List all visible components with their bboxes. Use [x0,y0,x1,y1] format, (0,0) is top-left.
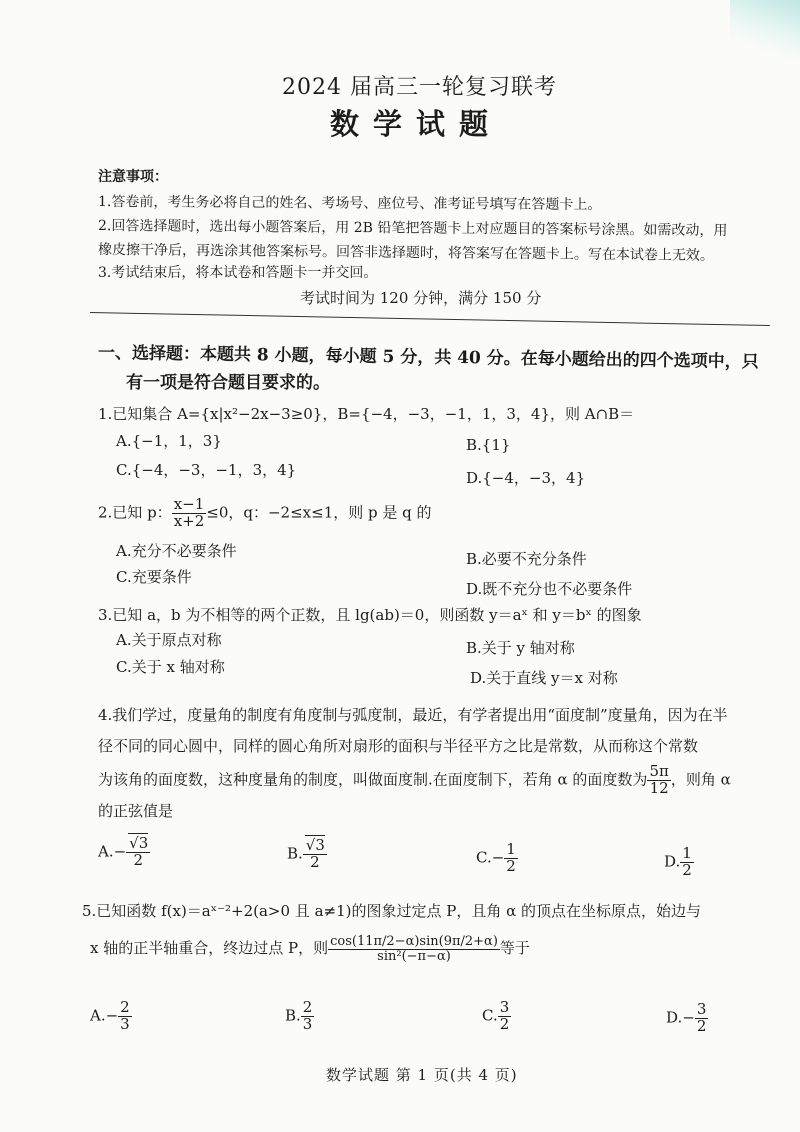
q4-line-3-suffix: ，则角 α [670,770,731,789]
q3-stem: 3.已知 a，b 为不相等的两个正数，且 lg(ab)＝0，则函数 y＝aˣ 和 y＝bˣ 的图象 [98,606,642,624]
q5-option-a-label: A.− [90,1006,119,1025]
q4-option-c [476,842,518,875]
q5-option-b-num: 2 [302,998,313,1016]
q5-option-c-label: C. [482,1006,498,1025]
subject-title: 数学试题 [330,107,503,141]
q1-option-c: C.{−4，−3，−1，3，4} [116,461,297,479]
q2-option-b: B.必要不充分条件 [466,550,587,568]
section-1-heading: 一、选择题：本题共 8 小题，每小题 5 分，共 40 分。在每小题给出的四个选项中，只 [97,343,759,373]
q3-option-c: C.关于 x 轴对称 [116,658,225,676]
q5-line-2-prefix: x 轴的正半轴重合，终边过点 P，则 [90,939,329,958]
q4-fraction-den: 12 [647,780,670,797]
q4-line-4: 的正弦值是 [98,802,174,820]
q3-option-a: A.关于原点对称 [116,631,222,649]
notice-item-2: 2.回答选择题时，选出每小题答案后，用 2B 铅笔把答题卡上对应题目的答案标号涂黑。如需改动，用 [97,218,728,239]
q3-option-d: D.关于直线 y＝x 对称 [470,669,618,687]
q5-option-d-den: 2 [696,1016,707,1035]
q4-option-a [98,836,150,869]
q5-line-2 [90,935,530,963]
q1-stem: 1.已知集合 A={x|x²−2x−3≥0}，B={−4，−3，−1，1，3，4}，则 A∩B＝ [98,405,635,423]
page-corner-shadow [730,0,800,60]
q4-option-d-num: 1 [682,844,692,862]
q4-option-b-label: B. [287,844,303,863]
exam-name: 2024 届高三一轮复习联考 [282,75,557,100]
q3-option-b: B.关于 y 轴对称 [466,639,575,657]
q4-option-b-num: √3 [305,836,325,854]
q5-option-d-label: D.− [666,1008,695,1027]
q4-option-b-den: 2 [303,854,327,871]
q5-line-1: 5.已知函数 f(x)＝aˣ⁻²+2(a>0 且 a≠1)的图象过定点 P，且角 α 的顶点在坐标原点，始边与 [82,902,702,920]
q4-line-3-prefix: 为该角的面度数，这种度量角的制度，叫做面度制.在面度制下，若角 α 的面度数为 [98,770,648,789]
q5-option-b [285,1000,314,1033]
q2-option-d: D.既不充分也不必要条件 [466,580,633,598]
q5-option-b-den: 3 [302,1014,313,1033]
q4-line-3 [98,764,731,797]
q4-option-c-label: C.− [476,848,505,867]
q4-fraction [647,764,670,797]
q4-option-d [664,846,694,879]
q5-fraction [328,935,500,963]
section-1-heading-cont: 有一项是符合题目要求的。 [126,373,330,393]
q4-line-2: 径不同的同心圆中，同样的圆心角所对扇形的面积与半径平方之比是常数，从而称这个常数 [98,737,699,755]
q5-option-d-num: 3 [696,1000,707,1018]
q1-option-a: A.{−1，1，3} [116,432,222,450]
q4-option-d-label: D. [664,852,681,871]
q2-fraction-den: x+2 [173,511,205,530]
q5-option-a [90,1000,132,1033]
q5-option-c-num: 3 [499,998,510,1016]
q4-option-b [287,838,327,871]
q5-option-c [482,1000,511,1033]
q4-option-c-num: 1 [506,840,516,858]
q5-fraction-num: cos(11π/2−α)sin(9π/2+α) [330,934,498,949]
q5-option-c-den: 2 [499,1014,510,1033]
q4-fraction-num: 5π [649,762,669,780]
exam-time-info: 考试时间为 120 分钟，满分 150 分 [300,289,542,307]
q2-stem-suffix: ≤0，q：−2≤x≤1，则 p 是 q 的 [206,503,432,522]
q4-option-d-den: 2 [682,860,692,879]
q2-fraction [172,497,207,530]
q5-option-a-num: 2 [120,998,130,1016]
q2-stem-prefix: 2.已知 p： [98,503,172,522]
divider-line [90,312,770,326]
q4-option-a-num: √3 [129,834,149,852]
q5-option-a-den: 3 [120,1014,130,1033]
page-footer: 数学试题 第 1 页(共 4 页) [326,1066,518,1084]
q2-option-c: C.充要条件 [116,568,192,586]
q5-option-d [666,1002,708,1035]
notice-item-1: 1.答卷前，考生务必将自己的姓名、考场号、座位号、准考证号填写在答题卡上。 [97,194,602,214]
q4-option-a-den: 2 [126,852,150,869]
q1-option-d: D.{−4，−3，4} [466,469,586,487]
q4-option-c-den: 2 [506,856,516,875]
q5-line-2-suffix: 等于 [499,939,530,958]
q1-option-b: B.{1} [466,436,511,454]
q5-fraction-den: sin²(−π−α) [328,949,500,964]
notice-item-3: 3.考试结束后，将本试卷和答题卡一并交回。 [98,265,378,281]
q2-option-a: A.充分不必要条件 [116,542,237,560]
notice-item-2-cont: 橡皮擦干净后，再选涂其他答案标号。回答非选择题时，将答案写在答题卡上。写在本试卷上无效。 [97,242,715,264]
q4-line-1: 4.我们学过，度量角的制度有角度制与弧度制，最近，有学者提出用“面度制”度量角，因为在半 [98,706,728,724]
notice-title: 注意事项： [98,169,168,185]
q2-fraction-num: x−1 [173,495,205,513]
q2-stem [98,497,432,530]
q4-option-a-label: A.− [98,842,127,861]
q5-option-b-label: B. [285,1006,301,1025]
